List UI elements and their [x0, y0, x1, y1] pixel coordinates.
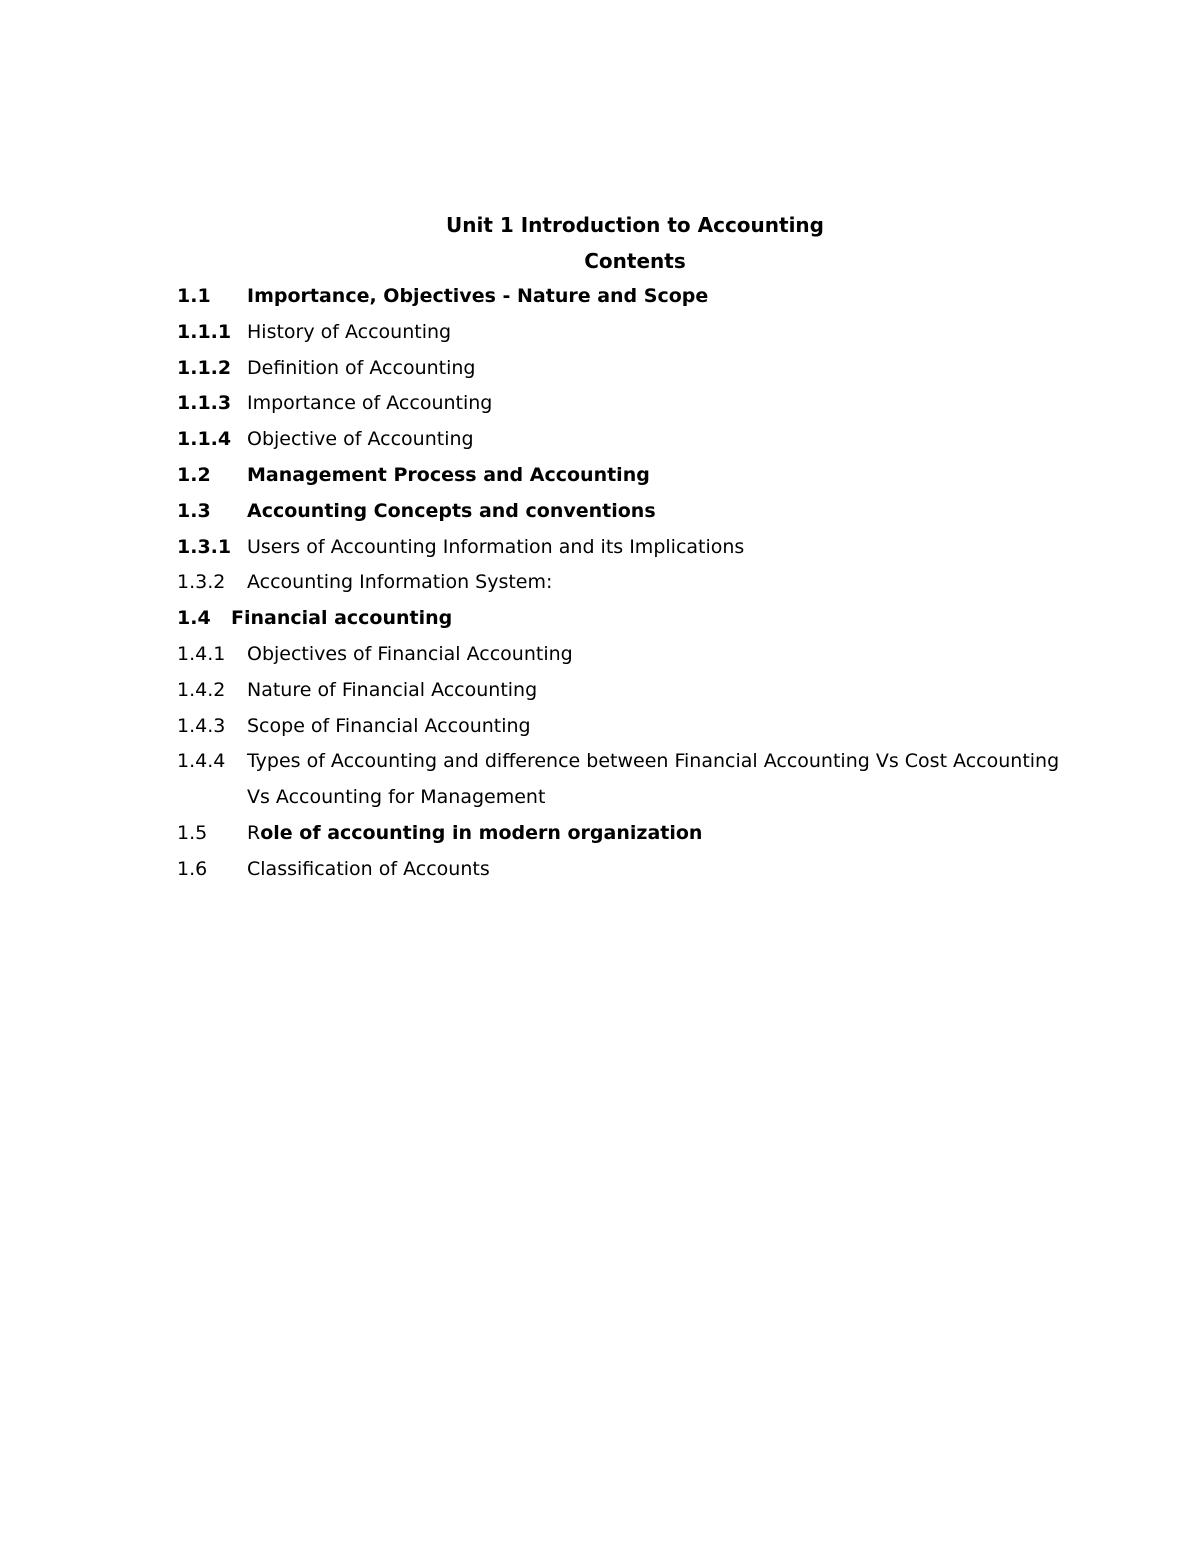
toc-number: 1.3 — [177, 499, 211, 522]
toc-text — [247, 821, 702, 845]
toc-text: Classification of Accounts — [247, 857, 490, 880]
toc-text: Types of Accounting and difference between Financial Accounting Vs Cost Accounting — [247, 750, 1060, 773]
toc-text: Objectives of Financial Accounting — [247, 642, 573, 665]
toc-text: Definition of Accounting — [247, 356, 476, 379]
toc-entry-1-4-1 — [177, 642, 1167, 678]
table-of-contents — [177, 284, 1167, 893]
toc-number: 1.3.1 — [177, 535, 232, 558]
toc-number: 1.1.3 — [177, 392, 232, 415]
toc-number: 1.3.2 — [177, 571, 226, 594]
toc-entry-1-3-2 — [177, 570, 1167, 606]
contents-heading: Contents — [584, 249, 686, 273]
toc-number: 1.1.2 — [177, 356, 232, 379]
toc-text: Financial accounting — [231, 607, 453, 630]
toc-text-rest: ole of accounting in modern organization — [260, 821, 703, 844]
toc-entry-1-6 — [177, 857, 1167, 893]
toc-entry-1-1 — [177, 284, 1167, 320]
toc-number: 1.4.2 — [177, 678, 226, 701]
toc-text-first-letter: R — [247, 821, 261, 844]
toc-number: 1.4.1 — [177, 642, 226, 665]
toc-text: Scope of Financial Accounting — [247, 714, 531, 737]
toc-text: Users of Accounting Information and its Implications — [247, 535, 745, 558]
toc-text: Accounting Information System: — [247, 571, 553, 594]
toc-entry-1-3-1 — [177, 535, 1167, 571]
toc-number: 1.4.4 — [177, 750, 226, 773]
toc-text: Nature of Financial Accounting — [247, 678, 538, 701]
toc-text: History of Accounting — [247, 320, 452, 343]
toc-entry-1-4 — [177, 606, 1167, 642]
toc-number: 1.4 — [177, 607, 211, 630]
toc-entry-1-3 — [177, 499, 1167, 535]
toc-text-continuation: Vs Accounting for Management — [247, 786, 546, 809]
toc-entry-1-1-4 — [177, 427, 1167, 463]
toc-entry-1-1-3 — [177, 391, 1167, 427]
document-title: Unit 1 Introduction to Accounting — [446, 213, 824, 237]
toc-number: 1.1.1 — [177, 320, 232, 343]
toc-entry-1-4-3 — [177, 714, 1167, 750]
toc-number: 1.5 — [177, 821, 208, 844]
toc-entry-1-2 — [177, 463, 1167, 499]
toc-number: 1.2 — [177, 463, 211, 486]
toc-number: 1.6 — [177, 857, 208, 880]
toc-entry-1-1-1 — [177, 320, 1167, 356]
toc-text: Importance, Objectives - Nature and Scope — [247, 285, 709, 307]
toc-entry-1-4-2 — [177, 678, 1167, 714]
toc-entry-1-4-4-continuation — [177, 785, 1167, 821]
toc-number: 1.1 — [177, 285, 211, 307]
toc-number: 1.1.4 — [177, 428, 232, 451]
toc-text: Accounting Concepts and conventions — [247, 499, 656, 522]
toc-entry-1-4-4 — [177, 749, 1167, 785]
toc-entry-1-5 — [177, 821, 1167, 857]
toc-text: Objective of Accounting — [247, 428, 474, 451]
toc-number: 1.4.3 — [177, 714, 226, 737]
toc-text: Management Process and Accounting — [247, 463, 650, 486]
toc-text: Importance of Accounting — [247, 392, 493, 415]
toc-entry-1-1-2 — [177, 356, 1167, 392]
